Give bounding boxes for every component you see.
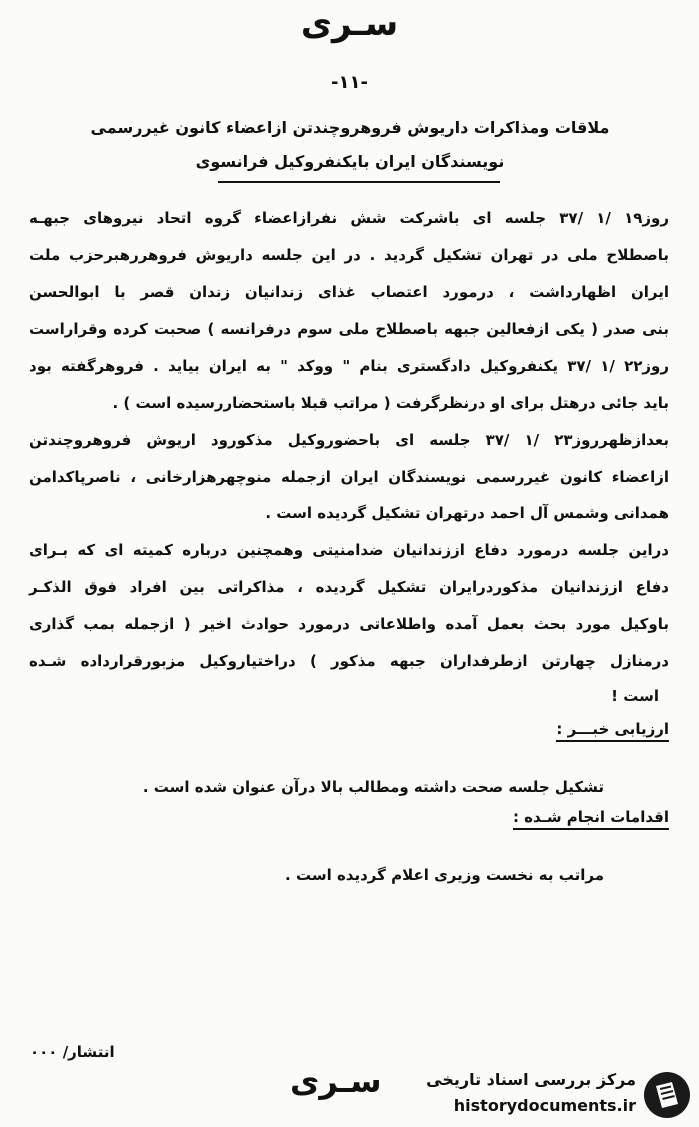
paragraph2-line: همدانی وشمس آل احمد درتهران تشکیل گردیده است .: [265, 504, 669, 522]
paragraph1-line: ایران اظهارداشت ، درمورد اعتصاب غذای زندانیان زندان قصر با ابوالحسن: [29, 283, 669, 301]
paragraph1-line: روز۱۹ /۱ /۳۷ جلسه ای باشرکت شش نفرازاعضاء گروه اتحاد نیروهای جبهـه: [29, 209, 670, 227]
paragraph2-line: بعدازظهرروز۲۳ /۱ /۳۷ جلسه ای باحضوروکیل مذکورود اریوش فروهروچندتن: [29, 431, 670, 449]
classification-footer: سـری: [290, 1062, 382, 1100]
document-title-line1: ملاقات ومذاکرات داریوش فروهروچندتن ازاعضاء کانون غیررسمی: [90, 118, 610, 137]
paragraph3-line: است !: [611, 687, 659, 705]
paragraph3-line: دراین جلسه درمورد دفاع اززندانیان ضدامنیتی وهمچنین درباره کمیته ای که بـرای: [29, 541, 669, 559]
watermark-name: مرکز بررسی اسناد تاریخی: [426, 1070, 636, 1089]
watermark-url: historydocuments.ir: [453, 1096, 636, 1115]
distribution-number: انتشار/ ۰۰۰: [30, 1043, 115, 1061]
paragraph1-line: باصطلاح ملی در تهران تشکیل گردید . در این جلسه داریوش فروهررهبرحزب ملت: [29, 246, 669, 264]
paragraph3-line: درمنازل چهارتن ازطرفداران جبهه مذکور ) دراختیاروکیل مزبورقرارداده شـده: [29, 652, 669, 670]
archive-logo-icon: [642, 1070, 692, 1120]
title-underline: [218, 181, 500, 183]
actions-text: مراتب به نخست وزیری اعلام گردیده است .: [285, 866, 604, 884]
paragraph3-line: باوکیل مورد بحث بعمل آمده واطلاعاتی درمورد حوادث اخیر ( ازجمله بمب گذاری: [29, 615, 669, 633]
paragraph1-line: بنی صدر ( یکی ازفعالین جبهه باصطلاح ملی سوم درفرانسه ) صحبت کرده وقراراست: [29, 320, 669, 338]
actions-label: اقدامات انجام شـده :: [513, 808, 669, 830]
page-number: -۱۱-: [331, 72, 368, 93]
paragraph1-line: باید جائی درهتل برای او درنظرگرفت ( مراتب قبلا باستحضاررسیده است ) .: [112, 394, 669, 412]
watermark: [426, 1070, 692, 1122]
document-title-line2: نویسندگان ایران بایکنفروکیل فرانسوی: [195, 152, 505, 171]
classification-header: سـری: [300, 4, 399, 44]
paragraph2-line: ازاعضاء کانون غیررسمی نویسندگان ایران ازجمله منوچهرهزارخانی ، ناصرپاکدامن: [29, 468, 669, 486]
paragraph1-line: روز۲۲ /۱ /۳۷ یکنفروکیل دادگستری بنام " ووکد " به ایران بیاید . فروهرگفته بود: [29, 357, 669, 375]
paragraph3-line: دفاع اززندانیان مذکوردرایران تشکیل گردیده ، مذاکراتی بین افراد فوق الذکـر: [29, 578, 669, 596]
assessment-label: ارزیابی خبـــر :: [556, 720, 669, 742]
assessment-text: تشکیل جلسه صحت داشته ومطالب بالا درآن عنوان شده است .: [142, 778, 604, 796]
